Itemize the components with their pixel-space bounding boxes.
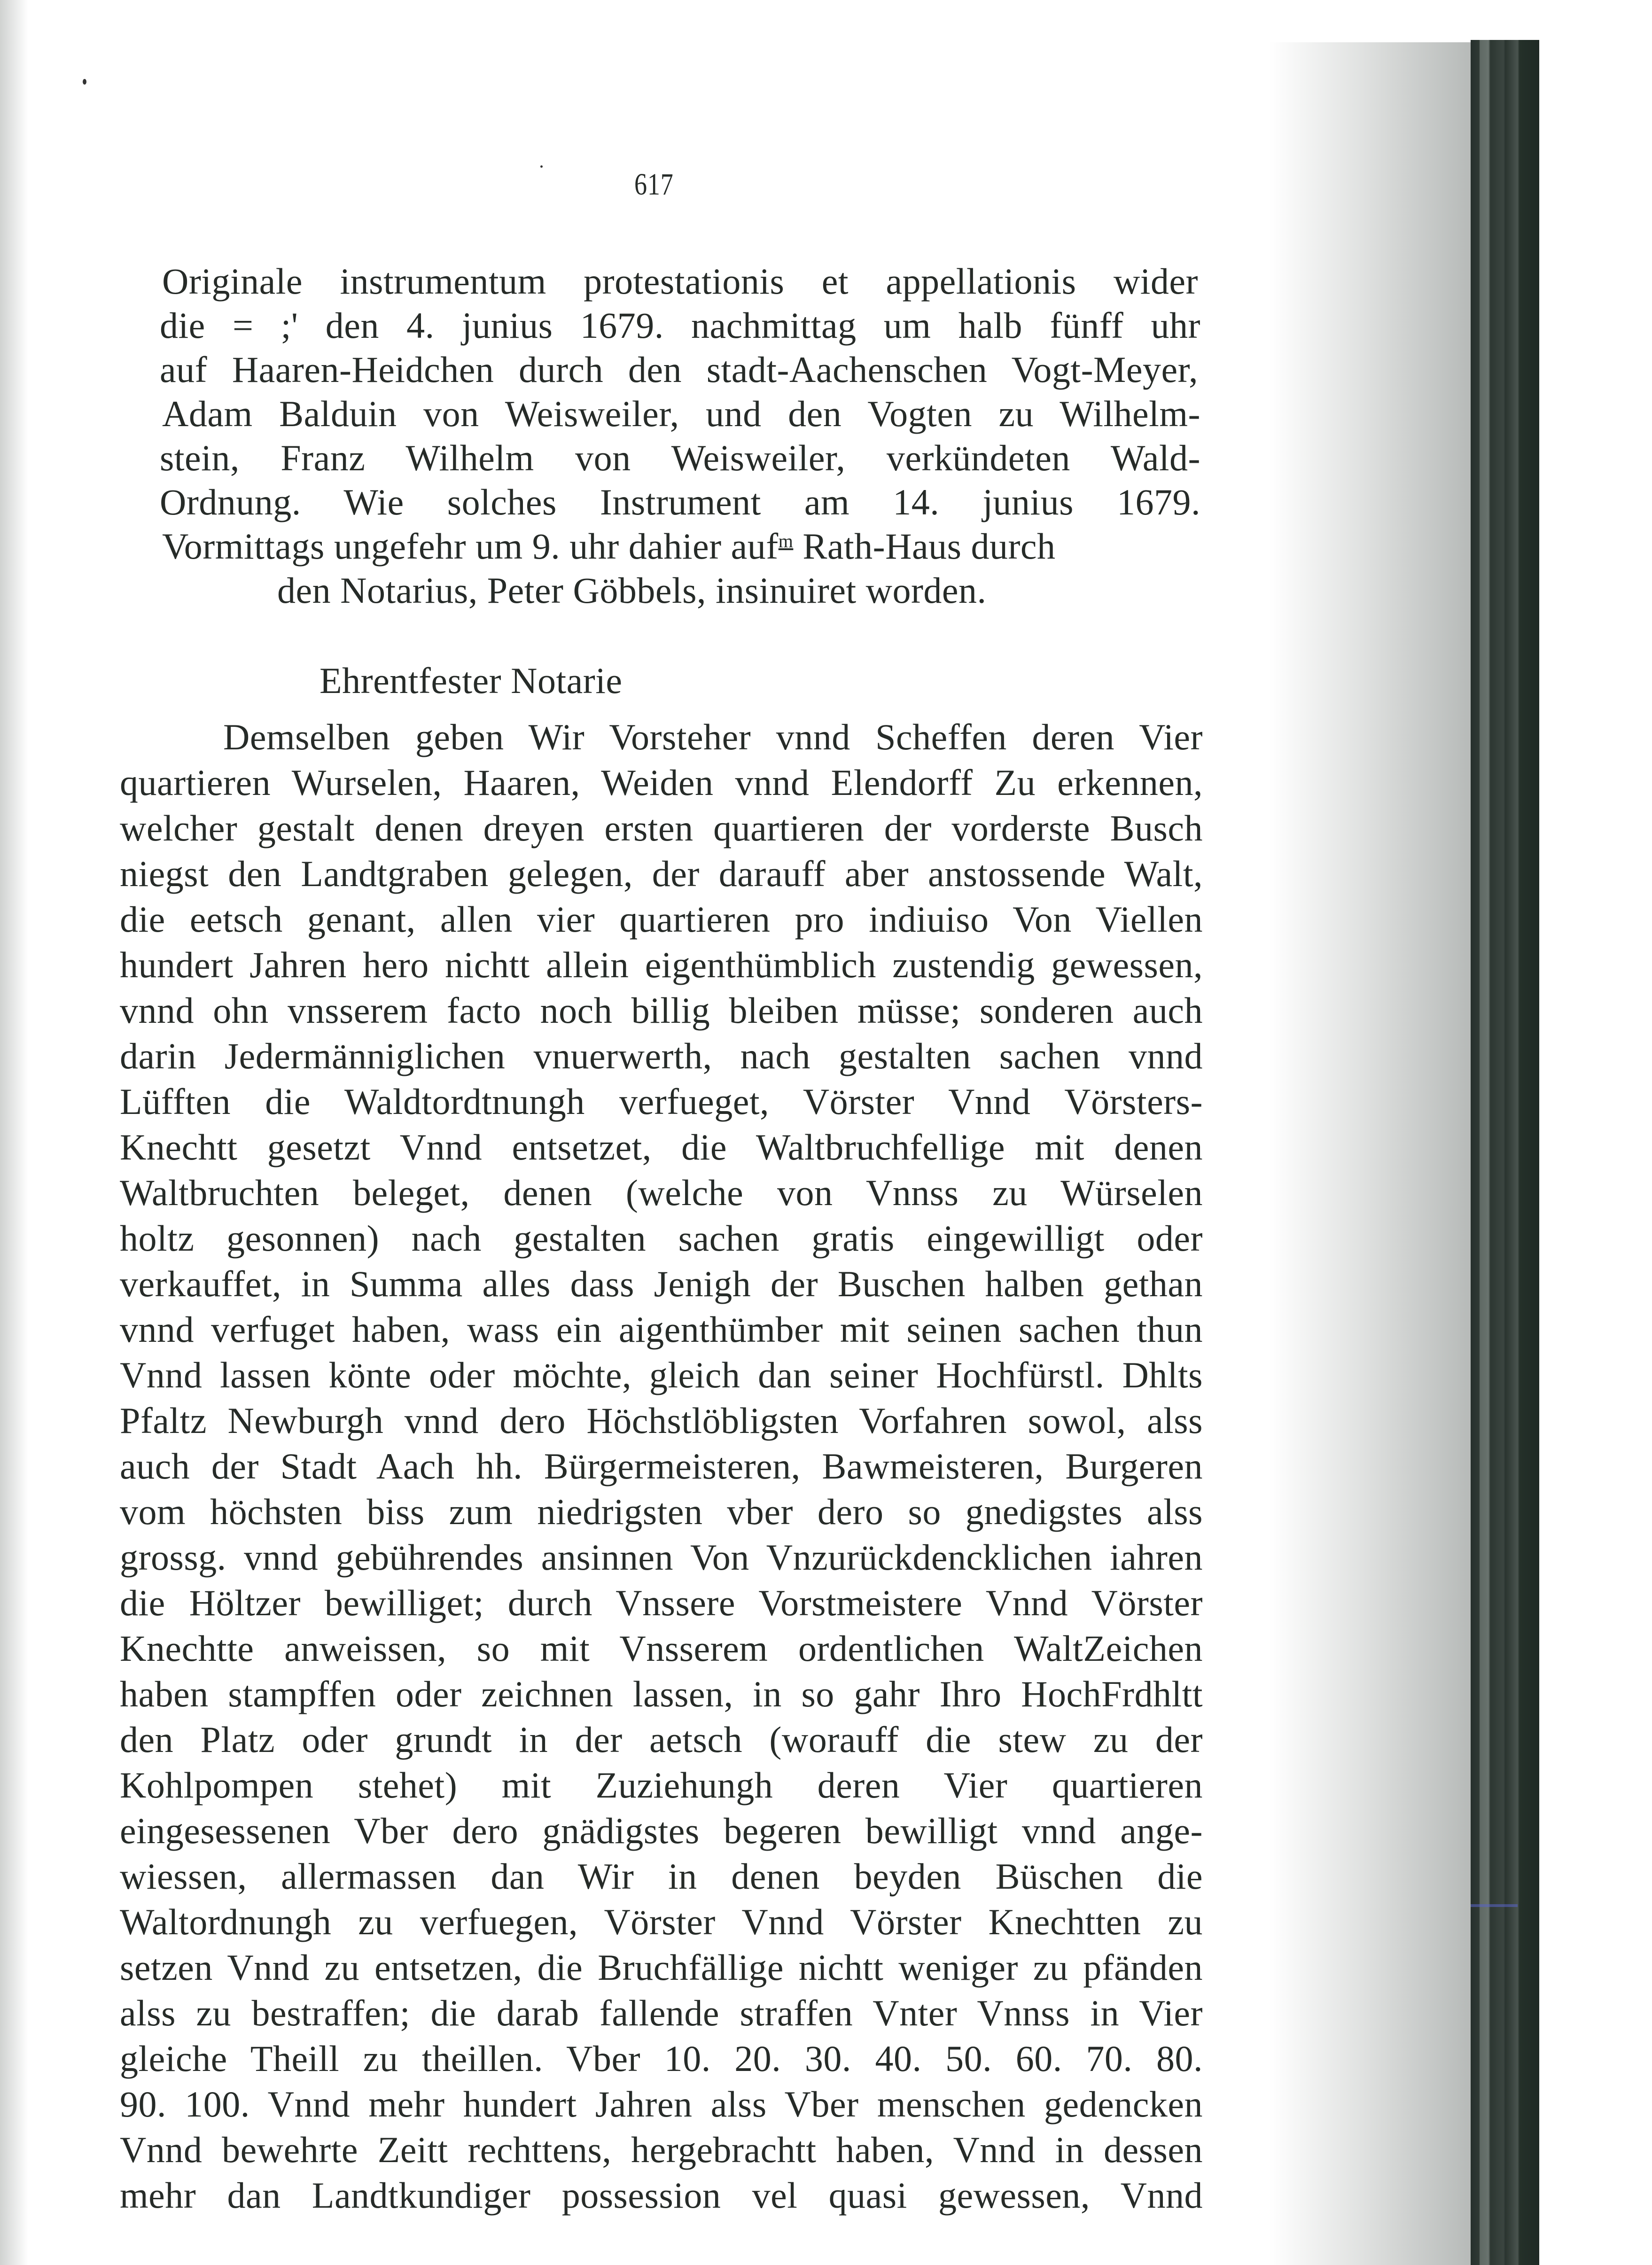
body-line: grossg. vnnd gebührendes ansinnen Von Vnzurückdencklichen iahren	[120, 1539, 1203, 1578]
body-line: haben stampffen oder zeichnen lassen, in so gahr Ihro HochFrdhltt	[120, 1676, 1203, 1714]
heading-line	[162, 528, 1056, 565]
body-line: Kohlpompen stehet) mit Zuziehungh deren Vier quartieren	[120, 1767, 1203, 1806]
body-line: darin Jedermänniglichen vnuerwerth, nach gestalten sachen vnnd	[120, 1038, 1203, 1076]
body-line: welcher gestalt denen dreyen ersten quartieren der vorderste Busch	[120, 810, 1203, 848]
spine-color-artifact	[1471, 1904, 1518, 1907]
body-line: Vnnd lassen könte oder möchte, gleich dan seiner Hochfürstl. Dhlts	[120, 1357, 1203, 1395]
body-line: auch der Stadt Aach hh. Bürgermeisteren, Bawmeisteren, Burgeren	[120, 1448, 1203, 1487]
body-line: quartieren Wurselen, Haaren, Weiden vnnd Elendorff Zu erkennen,	[120, 764, 1203, 803]
body-line: gleiche Theill zu theillen. Vber 10. 20. 30. 40. 50. 60. 70. 80.	[120, 2040, 1203, 2079]
heading-line: die = ;' den 4. junius 1679. nachmittag um halb fünff uhr	[160, 307, 1200, 346]
body-line: Vnnd bewehrte Zeitt rechttens, hergebrachtt haben, Vnnd in dessen	[120, 2132, 1203, 2170]
salutation: Ehrentfester Notarie	[319, 660, 623, 701]
body-line: Waltbruchten beleget, denen (welche von Vnnss zu Würselen	[120, 1175, 1203, 1213]
body-line: Waltordnungh zu verfuegen, Vörster Vnnd Vörster Knechtten zu	[120, 1904, 1203, 1942]
body-line: den Platz oder grundt in der aetsch (worauff die stew zu der	[120, 1721, 1203, 1760]
body-line: alss zu bestraffen; die darab fallende straffen Vnter Vnnss in Vier	[120, 1995, 1203, 2033]
heading-line: Originale instrumentum protestationis et appellationis wider	[162, 263, 1198, 302]
heading-line-tail: Rath-Haus durch	[793, 526, 1056, 567]
superscript-m: m	[778, 530, 794, 552]
body-line: vnnd verfuget haben, wass ein aigenthümber mit seinen sachen thun	[120, 1311, 1203, 1350]
body-line: vnnd ohn vnsserem facto noch billig bleiben müsse; sonderen auch	[120, 992, 1203, 1031]
body-line: verkauffet, in Summa alles dass Jenigh der Buschen halben gethan	[120, 1266, 1203, 1304]
dust-speck	[83, 79, 86, 85]
body-line: niegst den Landtgraben gelegen, der darauff aber anstossende Walt,	[120, 856, 1203, 894]
body-line: hundert Jahren hero nichtt allein eigenthümblich zustendig gewessen,	[120, 947, 1203, 985]
book-spine-edge	[1471, 40, 1539, 2265]
body-line: holtz gesonnen) nach gestalten sachen gratis eingewilligt oder	[120, 1220, 1203, 1259]
heading-line: Ordnung. Wie solches Instrument am 14. junius 1679.	[160, 484, 1200, 522]
heading-line: auf Haaren-Heidchen durch den stadt-Aachenschen Vogt-Meyer,	[160, 351, 1198, 390]
heading-line: stein, Franz Wilhelm von Weisweiler, verkündeten Wald-	[160, 440, 1200, 478]
body-line: eingesessenen Vber dero gnädigstes begeren bewilligt vnnd ange-	[120, 1813, 1203, 1851]
body-line: vom höchsten biss zum niedrigsten vber dero so gnedigstes alss	[120, 1494, 1203, 1532]
dust-speck	[540, 165, 543, 168]
body-line: mehr dan Landtkundiger possession vel quasi gewessen, Vnnd	[120, 2177, 1203, 2216]
page-gutter-shadow	[1269, 42, 1471, 2265]
heading-line: den Notarius, Peter Göbbels, insinuiret worden.	[277, 570, 987, 611]
page-number: 617	[634, 167, 674, 202]
body-line: Knechtte anweissen, so mit Vnsserem ordentlichen WaltZeichen	[120, 1630, 1203, 1669]
body-line: 90. 100. Vnnd mehr hundert Jahren alss Vber menschen gedencken	[120, 2086, 1203, 2125]
body-line: Lüfften die Waldtordtnungh verfueget, Vörster Vnnd Vörsters-	[120, 1083, 1203, 1122]
heading-line-text: Vormittags ungefehr um 9. uhr dahier auf	[162, 526, 779, 567]
body-line: Demselben geben Wir Vorsteher vnnd Scheffen deren Vier	[223, 719, 1203, 757]
body-line: Knechtt gesetzt Vnnd entsetzet, die Waltbruchfellige mit denen	[120, 1129, 1203, 1168]
body-line: setzen Vnnd zu entsetzen, die Bruchfällige nichtt weniger zu pfänden	[120, 1949, 1203, 1988]
body-line: die Höltzer bewilliget; durch Vnssere Vorstmeistere Vnnd Vörster	[120, 1585, 1203, 1623]
heading-line: Adam Balduin von Weisweiler, und den Vogten zu Wilhelm-	[162, 396, 1200, 434]
body-line: die eetsch genant, allen vier quartieren pro indiuiso Von Viellen	[120, 901, 1203, 940]
body-line: wiessen, allermassen dan Wir in denen beyden Büschen die	[120, 1858, 1203, 1897]
body-line: Pfaltz Newburgh vnnd dero Höchstlöbligsten Vorfahren sowol, alss	[120, 1402, 1203, 1441]
scan-left-shadow	[0, 0, 28, 2265]
